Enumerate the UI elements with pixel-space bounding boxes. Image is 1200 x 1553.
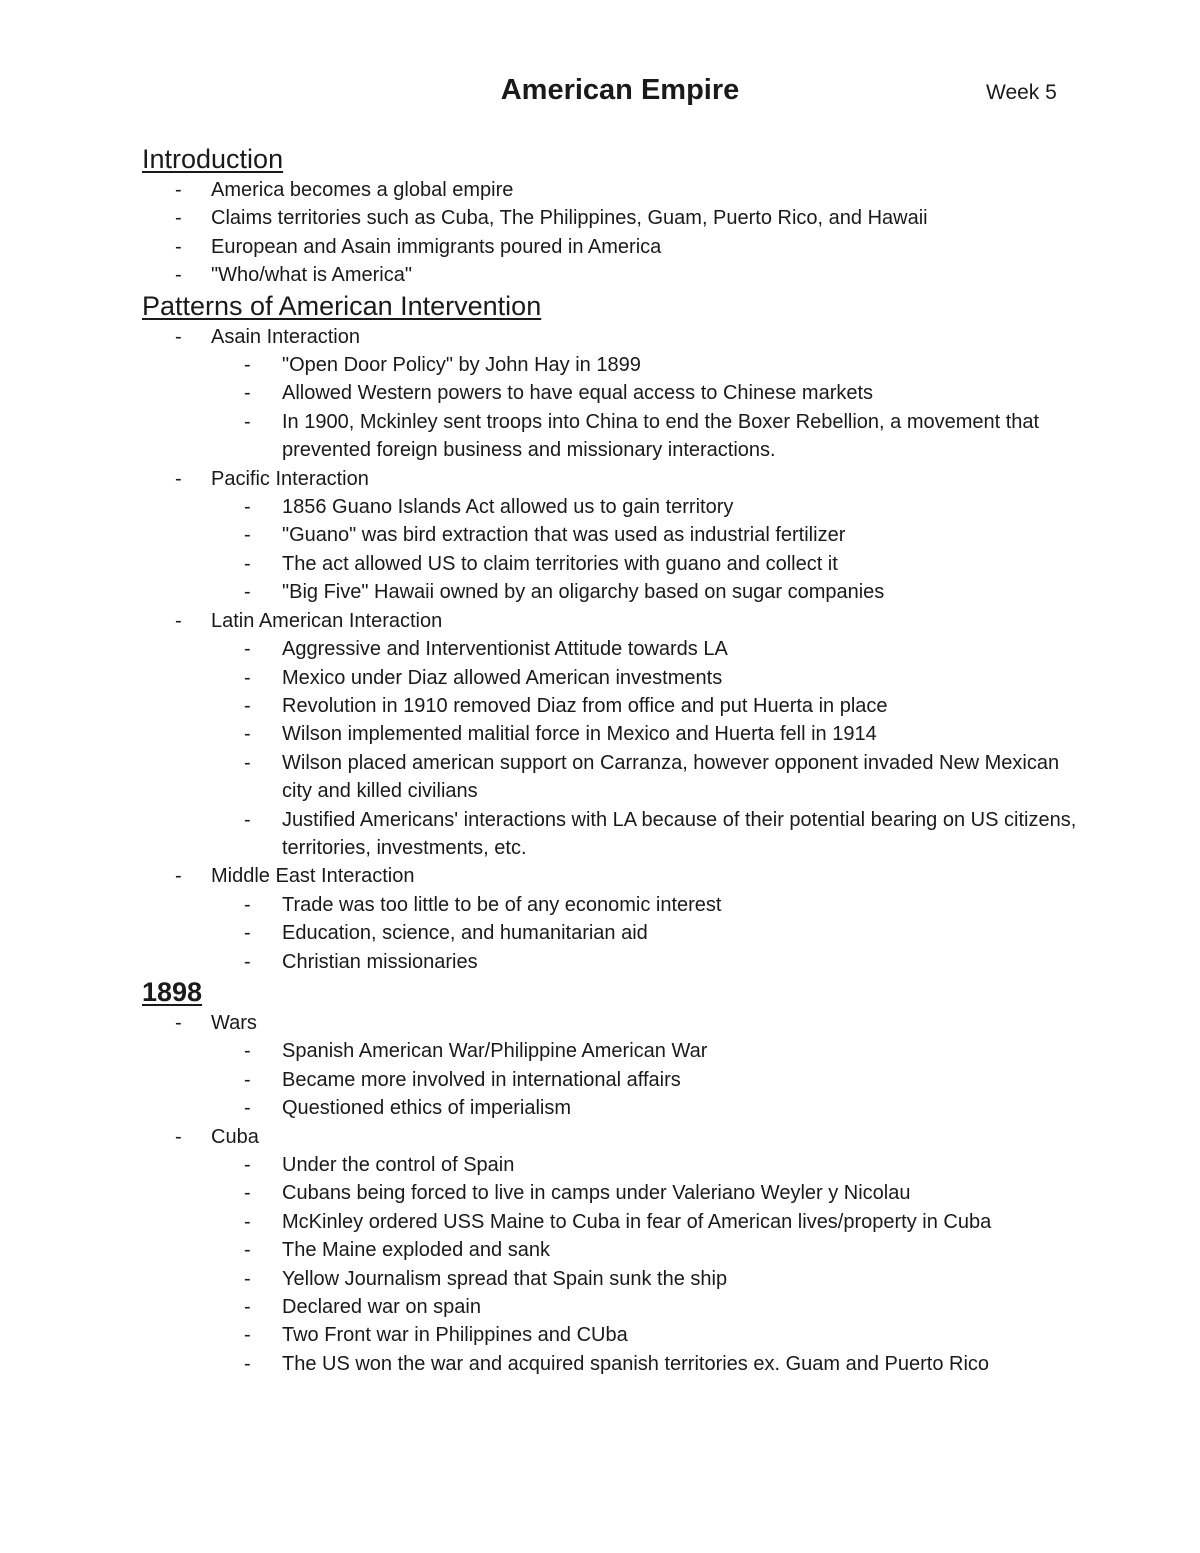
list-item <box>142 465 1082 607</box>
dash-bullet: - <box>175 325 182 348</box>
section-heading: Patterns of American Intervention <box>142 290 542 321</box>
sub-bullet-list <box>142 891 1082 976</box>
sub-bullet-list <box>142 635 1082 862</box>
sub-list-item <box>211 806 1082 863</box>
sub-list-item <box>211 408 1082 465</box>
list-item <box>142 233 1082 261</box>
sub-list-item-text: The act allowed US to claim territories with guano and collect it <box>282 552 838 575</box>
document-body <box>142 143 1082 1378</box>
sub-bullet-list <box>142 1151 1082 1378</box>
sub-list-item <box>211 948 1082 976</box>
week-label: Week 5 <box>986 81 1057 104</box>
sub-list-item-text: Cubans being forced to live in camps under Valeriano Weyler y Nicolau <box>282 1182 911 1205</box>
dash-bullet: - <box>175 264 182 287</box>
dash-bullet: - <box>244 524 251 547</box>
bullet-list <box>142 1009 1082 1378</box>
sub-list-item <box>211 1037 1082 1065</box>
dash-bullet: - <box>244 1210 251 1233</box>
list-item <box>142 607 1082 863</box>
dash-bullet: - <box>244 638 251 661</box>
list-item <box>142 176 1082 204</box>
dash-bullet: - <box>244 1239 251 1262</box>
sub-list-item <box>211 1151 1082 1179</box>
dash-bullet: - <box>244 950 251 973</box>
sub-bullet-list <box>142 1037 1082 1122</box>
bullet-list <box>142 176 1082 290</box>
sub-list-item-text: Allowed Western powers to have equal access to Chinese markets <box>282 382 874 405</box>
list-item <box>142 862 1082 976</box>
list-item-text: Middle East Interaction <box>211 865 415 888</box>
dash-bullet: - <box>244 694 251 717</box>
sub-list-item <box>211 550 1082 578</box>
sub-list-item-text: Justified Americans' interactions with LA because of their potential bearing on US citizens, territories, investments, etc. <box>282 808 1077 859</box>
sub-list-item <box>211 1066 1082 1094</box>
sub-list-item <box>211 351 1082 379</box>
sub-list-item <box>211 521 1082 549</box>
dash-bullet: - <box>244 354 251 377</box>
dash-bullet: - <box>244 893 251 916</box>
sub-list-item-text: Aggressive and Interventionist Attitude towards LA <box>282 638 728 661</box>
bullet-list <box>142 323 1082 976</box>
dash-bullet: - <box>244 723 251 746</box>
sub-list-item-text: The US won the war and acquired spanish territories ex. Guam and Puerto Rico <box>282 1352 990 1375</box>
dash-bullet: - <box>244 1182 251 1205</box>
list-item-text: Asain Interaction <box>211 325 360 348</box>
sub-list-item-text: Wilson placed american support on Carranza, however opponent invaded New Mexican city and killed civilians <box>282 751 1060 803</box>
list-item-text: "Who/what is America" <box>211 264 412 287</box>
sub-list-item <box>211 379 1082 407</box>
sub-list-item-text: Declared war on spain <box>282 1296 481 1319</box>
list-item <box>142 323 1082 465</box>
sub-list-item <box>211 919 1082 947</box>
sub-list-item <box>211 1094 1082 1122</box>
sub-bullet-list <box>142 493 1082 607</box>
dash-bullet: - <box>244 1296 251 1319</box>
dash-bullet: - <box>244 808 251 831</box>
dash-bullet: - <box>175 235 182 258</box>
sub-list-item-text: Questioned ethics of imperialism <box>282 1097 572 1120</box>
sub-list-item-text: The Maine exploded and sank <box>282 1239 550 1262</box>
sub-list-item <box>211 1350 1082 1378</box>
sub-list-item-text: McKinley ordered USS Maine to Cuba in fear of American lives/property in Cuba <box>282 1210 992 1233</box>
sub-list-item-text: Became more involved in international affairs <box>282 1068 681 1091</box>
sub-list-item <box>211 1321 1082 1349</box>
dash-bullet: - <box>175 179 182 201</box>
sub-list-item <box>211 1293 1082 1321</box>
sub-list-item-text: Wilson implemented malitial force in Mexico and Huerta fell in 1914 <box>282 723 877 746</box>
dash-bullet: - <box>175 467 182 490</box>
dash-bullet: - <box>244 751 251 774</box>
list-item-text: Latin American Interaction <box>211 609 443 632</box>
dash-bullet: - <box>244 666 251 689</box>
sub-list-item-text: Under the control of Spain <box>282 1154 515 1176</box>
section-heading: 1898 <box>142 976 203 1007</box>
section-heading: Introduction <box>142 144 284 174</box>
sub-list-item <box>211 749 1082 806</box>
list-item-text: Claims territories such as Cuba, The Philippines, Guam, Puerto Rico, and Hawaii <box>211 207 928 230</box>
dash-bullet: - <box>244 1068 251 1091</box>
dash-bullet: - <box>244 382 251 405</box>
dash-bullet: - <box>244 1352 251 1375</box>
sub-list-item-text: Spanish American War/Philippine American War <box>282 1040 708 1063</box>
dash-bullet: - <box>175 609 182 632</box>
sub-list-item <box>211 692 1082 720</box>
sub-list-item-text: Yellow Journalism spread that Spain sunk the ship <box>282 1267 728 1290</box>
sub-list-item-text: 1856 Guano Islands Act allowed us to gain territory <box>282 496 734 519</box>
dash-bullet: - <box>244 552 251 575</box>
sub-list-item-text: Christian missionaries <box>282 950 478 973</box>
sub-list-item <box>211 1179 1082 1207</box>
sub-list-item-text: Trade was too little to be of any economic interest <box>282 893 722 916</box>
dash-bullet: - <box>244 496 251 519</box>
dash-bullet: - <box>244 410 251 433</box>
dash-bullet: - <box>175 1011 182 1034</box>
sub-list-item-text: In 1900, Mckinley sent troops into China to end the Boxer Rebellion, a movement that prevented foreign business and missionary interactions. <box>282 410 1040 462</box>
sub-list-item <box>211 720 1082 748</box>
sub-list-item <box>211 1236 1082 1264</box>
list-item <box>142 1009 1082 1123</box>
sub-list-item <box>211 1265 1082 1293</box>
dash-bullet: - <box>244 1154 251 1176</box>
list-item-text: America becomes a global empire <box>211 179 514 201</box>
list-item-text: European and Asain immigrants poured in America <box>211 235 662 258</box>
sub-list-item-text: Mexico under Diaz allowed American investments <box>282 666 723 689</box>
dash-bullet: - <box>244 1097 251 1120</box>
dash-bullet: - <box>244 922 251 945</box>
sub-bullet-list <box>142 351 1082 465</box>
dash-bullet: - <box>175 865 182 888</box>
list-item <box>142 1123 1082 1379</box>
sub-list-item-text: Revolution in 1910 removed Diaz from office and put Huerta in place <box>282 694 888 717</box>
dash-bullet: - <box>244 1267 251 1290</box>
list-item <box>142 261 1082 289</box>
sub-list-item <box>211 891 1082 919</box>
dash-bullet: - <box>244 1040 251 1063</box>
dash-bullet: - <box>175 1125 182 1148</box>
sub-list-item-text: Education, science, and humanitarian aid <box>282 922 648 945</box>
sub-list-item <box>211 578 1082 606</box>
sub-list-item-text: "Guano" was bird extraction that was used as industrial fertilizer <box>282 524 846 547</box>
sub-list-item-text: "Big Five" Hawaii owned by an oligarchy based on sugar companies <box>282 581 885 604</box>
sub-list-item <box>211 664 1082 692</box>
sub-list-item <box>211 493 1082 521</box>
document-title: American Empire <box>500 74 740 106</box>
sub-list-item-text: "Open Door Policy" by John Hay in 1899 <box>282 354 641 377</box>
dash-bullet: - <box>244 1324 251 1347</box>
list-item-text: Pacific Interaction <box>211 467 369 490</box>
list-item-text: Cuba <box>211 1125 259 1148</box>
dash-bullet: - <box>175 207 182 230</box>
sub-list-item-text: Two Front war in Philippines and CUba <box>282 1324 628 1347</box>
sub-list-item <box>211 1208 1082 1236</box>
list-item <box>142 204 1082 232</box>
dash-bullet: - <box>244 581 251 604</box>
list-item-text: Wars <box>211 1011 257 1034</box>
sub-list-item <box>211 635 1082 663</box>
